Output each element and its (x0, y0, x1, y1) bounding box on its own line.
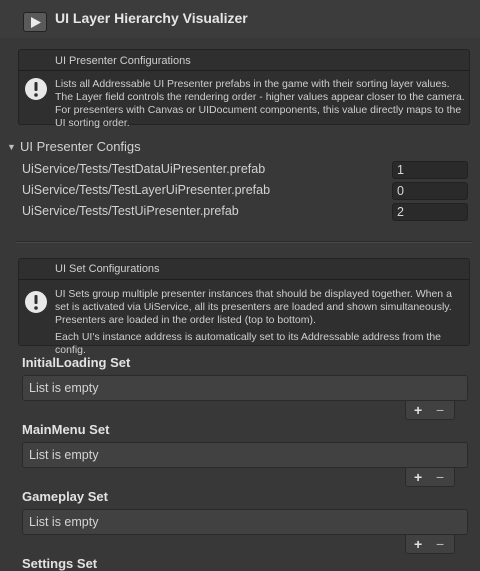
set-title: Settings Set (22, 556, 98, 571)
warning-icon (24, 290, 48, 314)
play-button[interactable] (23, 12, 47, 32)
list-footer (405, 401, 455, 420)
set-list: List is empty (22, 375, 468, 401)
set-help-heading: UI Set Configurations (55, 263, 160, 275)
section-divider (16, 241, 472, 243)
presenter-help-divider (19, 70, 469, 71)
layer-field[interactable]: 1 (392, 161, 468, 179)
add-button[interactable]: + (414, 402, 423, 418)
set-title: MainMenu Set (22, 422, 110, 437)
remove-button[interactable]: − (436, 469, 445, 485)
foldout-arrow-icon[interactable]: ▼ (7, 142, 16, 152)
presenter-path: UiService/Tests/TestLayerUiPresenter.prefab (22, 183, 271, 197)
set-help-divider (19, 279, 469, 280)
presenter-configs-label[interactable]: UI Presenter Configs (20, 139, 141, 154)
layer-field[interactable]: 2 (392, 203, 468, 221)
add-button[interactable]: + (414, 469, 423, 485)
set-list: List is empty (22, 442, 468, 468)
set-title: InitialLoading Set (22, 355, 131, 370)
presenter-help-text: Lists all Addressable UI Presenter prefabs in the game with their sorting layer values. The Layer field controls the rendering order - higher values appear closer to the camera. For presenters with Canvas or UIDocument components, this value directly maps to the UI sorting order. (55, 78, 465, 129)
presenter-path: UiService/Tests/TestDataUiPresenter.prefab (22, 162, 266, 176)
add-button[interactable]: + (414, 536, 423, 552)
warning-icon (24, 77, 48, 101)
presenter-help-heading: UI Presenter Configurations (55, 55, 191, 67)
presenter-path: UiService/Tests/TestUiPresenter.prefab (22, 204, 239, 218)
remove-button[interactable]: − (436, 402, 445, 418)
list-footer (405, 535, 455, 554)
layer-field[interactable]: 0 (392, 182, 468, 200)
remove-button[interactable]: − (436, 536, 445, 552)
set-help-text-2: Each UI's instance address is automatically set to its Addressable address from the config. (55, 331, 442, 356)
set-title: Gameplay Set (22, 489, 108, 504)
set-list: List is empty (22, 509, 468, 535)
window-title: UI Layer Hierarchy Visualizer (55, 10, 248, 26)
play-icon (31, 17, 41, 28)
set-help-text: UI Sets group multiple presenter instances that should be displayed together. When a set is activated via UiService, all its presenters are loaded and shown simultaneously. Presenters are loaded in the order listed (top to bottom). (55, 288, 452, 326)
list-footer (405, 468, 455, 487)
